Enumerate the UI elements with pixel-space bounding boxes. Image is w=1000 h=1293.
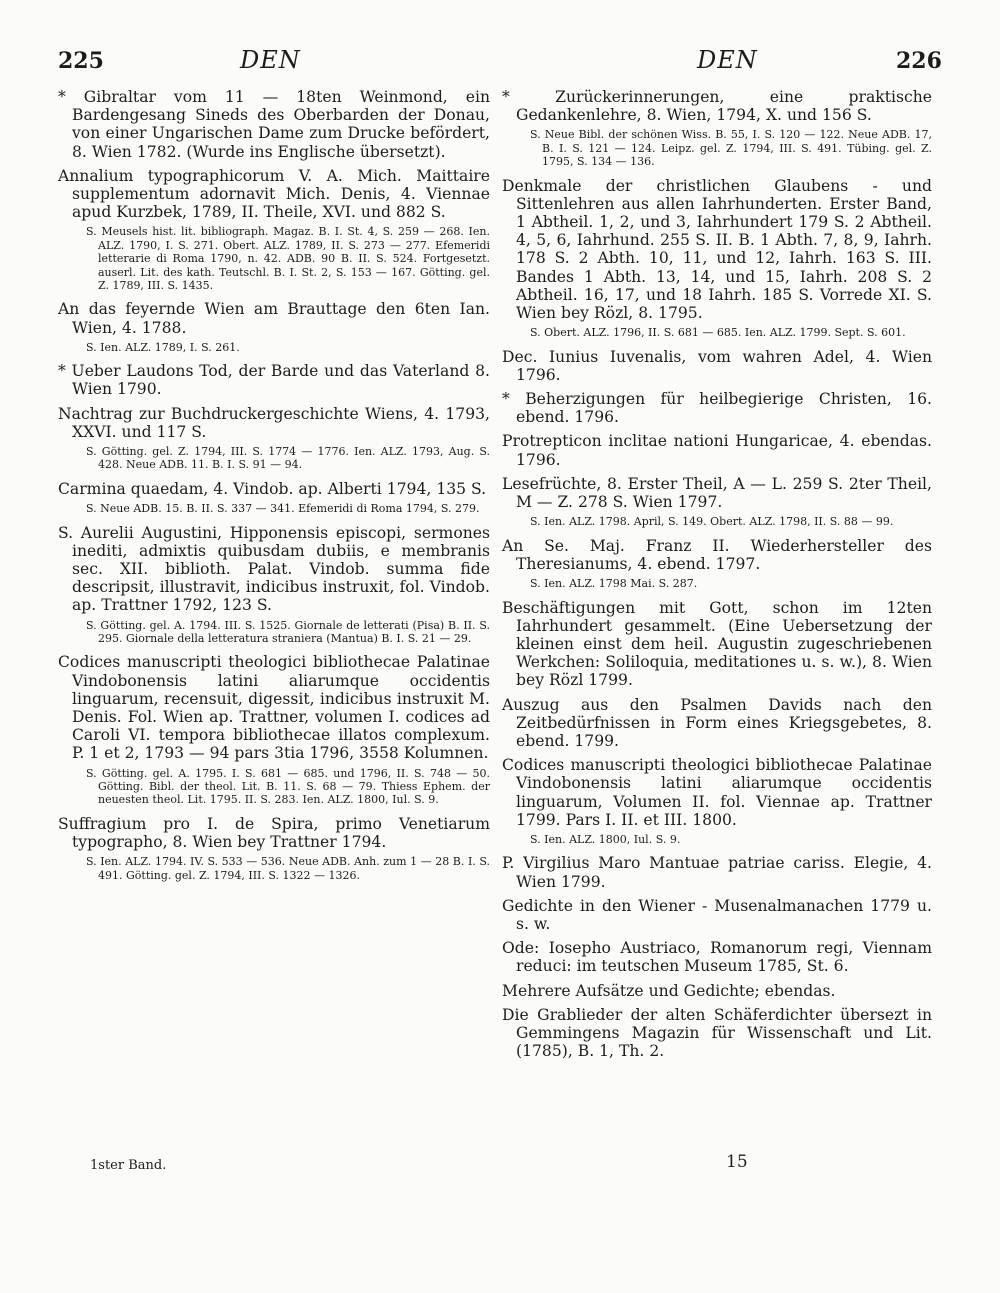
review-reference: S. Ien. ALZ. 1798 Mai. S. 287. xyxy=(530,577,698,591)
review-reference: S. Götting. gel. A. 1794. III. S. 1525. Giornale de letterati (Pisa) B. II. S. 295. Giornale della letteratura straniera (Mantua) B. I. S. 21 — 29. xyxy=(86,618,490,645)
bibliography-entry: * Beherzigungen für heilbegierige Christen, 16. ebend. 1796. xyxy=(502,390,932,427)
bibliography-entry: * Ueber Laudons Tod, der Barde und das Vaterland 8. Wien 1790. xyxy=(58,362,490,399)
review-reference: S. Ien. ALZ. 1800, Iul. S. 9. xyxy=(530,832,681,846)
bibliography-entry: Lesefrüchte, 8. Erster Theil, A — L. 259 S. 2ter Theil, M — Z. 278 S. Wien 1797. xyxy=(502,474,932,512)
bibliography-entry: Die Grablieder der alten Schäferdichter übersezt in Gemmingens Magazin für Wissenschaft und Lit. (1785), B. 1, Th. 2. xyxy=(502,1005,932,1061)
review-reference: S. Neue Bibl. der schönen Wiss. B. 55, I. S. 120 — 122. Neue ADB. 17, B. I. S. 121 — 124. Leipz. gel. Z. 1794, III. S. 491. Tübing. gel. Z. 1795, S. 134 — 136. xyxy=(530,128,932,169)
bibliography-entry: Protrepticon inclitae nationi Hungaricae, 4. ebendas. 1796. xyxy=(502,432,932,469)
review-reference: S. Neue ADB. 15. B. II. S. 337 — 341. Efemeridi di Roma 1794, S. 279. xyxy=(86,502,480,516)
bibliography-entry: S. Aurelii Augustini, Hipponensis episcopi, sermones inediti, admixtis quibusdam dubiis, e membranis sec. XII. biblioth. Palat. Vindob. summa fide descripsit, illustravit, indicibus instruxit, fol. Vindob. ap. Trattner 1792, 123 S. xyxy=(58,523,490,615)
review-reference: S. Ien. ALZ. 1789, I. S. 261. xyxy=(86,340,240,354)
bibliography-entry: P. Virgilius Maro Mantuae patriae cariss. Elegie, 4. Wien 1799. xyxy=(502,854,932,891)
bibliography-entry: Auszug aus den Psalmen Davids nach den Zeitbedürfnissen in Form eines Kriegsgebetes, 8. ebend. 1799. xyxy=(502,695,932,750)
bibliography-entry: Suffragium pro I. de Spira, primo Venetiarum typographo, 8. Wien bey Trattner 1794. xyxy=(58,814,490,851)
review-reference: S. Ien. ALZ. 1798. April, S. 149. Obert. ALZ. 1798, II. S. 88 — 99. xyxy=(530,515,894,529)
review-reference: S. Meusels hist. lit. bibliograph. Magaz. B. I. St. 4, S. 259 — 268. Ien. ALZ. 1790, I. S. 271. Obert. ALZ. 1789, II. S. 273 — 277. Efemeridi letterarie di Roma 1790, n. 42. ADB. 90 B. II. S. 524. Fortgesetzt. auserl. Lit. des kath. Teutschl. B. I. St. 2, S. 153 — 167. Götting. gel. Z. 1789, III. S. 1435. xyxy=(86,225,490,293)
bibliography-entry: Mehrere Aufsätze und Gedichte; ebendas. xyxy=(502,981,836,1000)
left-column xyxy=(58,88,490,890)
running-title-right: DEN xyxy=(697,46,758,74)
page-number-right: 226 xyxy=(896,48,942,74)
running-title-left: DEN xyxy=(240,46,301,74)
review-reference: S. Götting. gel. A. 1795. I. S. 681 — 685. und 1796, II. S. 748 — 50. Götting. Bibl. der theol. Lit. B. 11. S. 68 — 79. Thiess Ephem. der neuesten theol. Lit. 1795. II. S. 283. Ien. ALZ. 1800, Iul. S. 9. xyxy=(86,766,490,807)
right-column xyxy=(502,88,932,1066)
folio-number: 15 xyxy=(726,1152,748,1172)
bibliography-entry: An das feyernde Wien am Brauttage den 6ten Ian. Wien, 4. 1788. xyxy=(58,300,490,337)
review-reference: S. Götting. gel. Z. 1794, III. S. 1774 — 1776. Ien. ALZ. 1793, Aug. S. 428. Neue ADB. 11. B. I. S. 91 — 94. xyxy=(86,445,490,472)
bibliography-entry: Ode: Iosepho Austriaco, Romanorum regi, Viennam reduci: im teutschen Museum 1785, St. 6. xyxy=(502,939,932,976)
signature-mark: 1ster Band. xyxy=(90,1158,167,1173)
bibliography-entry: Annalium typographicorum V. A. Mich. Maittaire supplementum adornavit Mich. Denis, 4. Viennae apud Kurzbek, 1789, II. Theile, XVI. und 882 S. xyxy=(58,166,490,222)
bibliography-entry: Codices manuscripti theologici bibliothecae Palatinae Vindobonensis latini aliarumque occidentis linguarum, Volumen II. fol. Viennae ap. Trattner 1799. Pars I. II. et III. 1800. xyxy=(502,756,932,829)
bibliography-entry: Denkmale der christlichen Glaubens - und Sittenlehren aus allen Iahrhunderten. Erster Band, 1 Abtheil. 1, 2, und 3, Iahrhundert 179 S. 2 Abtheil. 4, 5, 6, Iahrhund. 255 S. II. B. 1 Abth. 7, 8, 9, Iahrh. 178 S. 2 Abth. 10, 11, und 12, Iahrh. 163 S. III. Bandes 1 Abth. 13, 14, und 15, Iahrh. 208 S. 2 Abtheil. 16, 17, und 18 Iahrh. 185 S. Vorrede XI. S. Wien bey Rözl, 8. 1795. xyxy=(502,176,932,323)
bibliography-entry: * Gibraltar vom 11 — 18ten Weinmond, ein Bardengesang Sineds des Oberbarden der Donau, von einer Ungarischen Dame zum Drucke befördert, 8. Wien 1782. (Wurde ins Englische übersetzt). xyxy=(58,88,490,161)
review-reference: S. Obert. ALZ. 1796, II. S. 681 — 685. Ien. ALZ. 1799. Sept. S. 601. xyxy=(530,326,906,340)
bibliography-entry: Gedichte in den Wiener - Musenalmanachen 1779 u. s. w. xyxy=(502,896,932,933)
review-reference: S. Ien. ALZ. 1794. IV. S. 533 — 536. Neue ADB. Anh. zum 1 — 28 B. I. S. 491. Götting. gel. Z. 1794, III. S. 1322 — 1326. xyxy=(86,855,490,882)
bibliography-entry: Nachtrag zur Buchdruckergeschichte Wiens, 4. 1793, XXVI. und 117 S. xyxy=(58,404,490,441)
page-number-left: 225 xyxy=(58,48,104,74)
bibliography-entry: An Se. Maj. Franz II. Wiederhersteller des Theresianums, 4. ebend. 1797. xyxy=(502,536,932,573)
bibliography-entry: * Zurückerinnerungen, eine praktische Gedankenlehre, 8. Wien, 1794, X. und 156 S. xyxy=(502,88,932,125)
page-header xyxy=(0,48,1000,82)
bibliography-entry: Carmina quaedam, 4. Vindob. ap. Alberti 1794, 135 S. xyxy=(58,479,487,498)
bibliography-entry: Dec. Iunius Iuvenalis, vom wahren Adel, 4. Wien 1796. xyxy=(502,347,932,384)
bibliography-entry: Codices manuscripti theologici bibliothecae Palatinae Vindobonensis latini aliarumque occidentis linguarum, recensuit, digessit, indicibus instruxit M. Denis. Fol. Wien ap. Trattner, volumen I. codices ad Caroli VI. tempora bibliothecae illatos complexum. P. 1 et 2, 1793 — 94 pars 3tia 1796, 3558 Kolumnen. xyxy=(58,653,490,763)
bibliography-entry: Beschäftigungen mit Gott, schon im 12ten Iahrhundert gesammelt. (Eine Uebersetzung der kleinen einst dem heil. Augustin zugeschriebenen Werkchen: Soliloquia, meditationes u. s. w.), 8. Wien bey Rözl 1799. xyxy=(502,598,932,690)
